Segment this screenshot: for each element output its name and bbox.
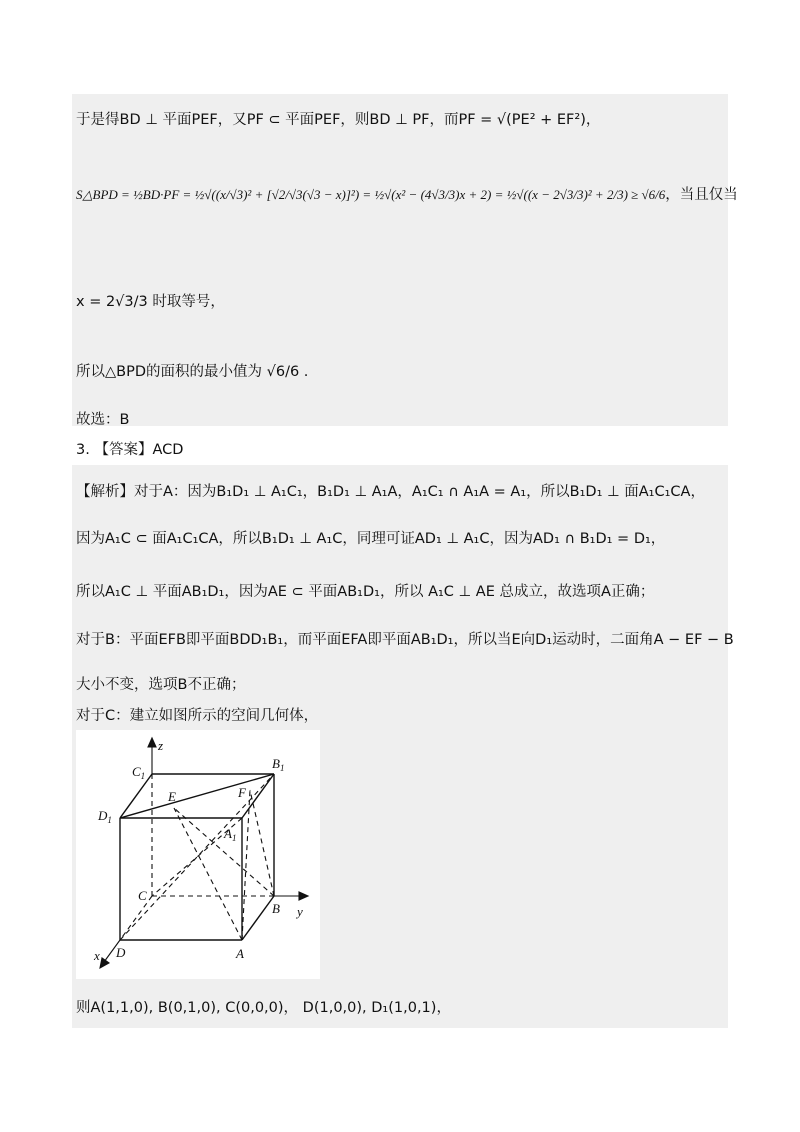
vertex-b: B — [272, 901, 280, 916]
vertex-b1: $B_1$ — [272, 756, 285, 773]
line-5: 故选：B — [76, 412, 130, 428]
point-e: E — [168, 789, 176, 804]
line-3: x = 2√3/3 时取等号， — [76, 294, 225, 310]
line-11: 对于C：建立如图所示的空间几何体， — [76, 708, 319, 724]
cube-figure — [76, 730, 320, 979]
axis-x-label: x — [94, 948, 100, 963]
line-6: 【解析】对于A：因为B₁D₁ ⊥ A₁C₁，B₁D₁ ⊥ A₁A，A₁C₁ ∩ A₁A = A₁，所以B₁D₁ ⊥ 面A₁C₁CA， — [76, 484, 705, 500]
line-12: 则A(1,1,0), B(0,1,0), C(0,0,0)， D(1,0,0), D₁(1,0,1)， — [76, 1000, 451, 1016]
line-2-expression: ½BD·PF = ½√((x/√3)² + [√2/√3(√3 − x)]²) = ½√(x² − (4√3/3)x + 2) = ½√((x − 2√3/3)² + 2/3) ≥ √6/6 — [133, 187, 666, 202]
vertex-a: A — [236, 946, 244, 961]
axis-z-label: z — [158, 738, 164, 753]
point-f: F — [238, 785, 246, 800]
cube-diagram — [76, 730, 320, 979]
line-1: 于是得BD ⊥ 平面PEF，又PF ⊂ 平面PEF，则BD ⊥ PF，而PF = √(PE² + EF²)， — [76, 112, 601, 128]
axis-y-label: y — [297, 904, 303, 919]
vertex-d: D — [116, 945, 126, 960]
line-10: 大小不变，选项B不正确； — [76, 677, 246, 693]
line-8: 所以A₁C ⊥ 平面AB₁D₁，因为AE ⊂ 平面AB₁D₁，所以 A₁C ⊥ AE 总成立，故选项A正确； — [76, 584, 655, 600]
line-2 — [76, 183, 738, 204]
vertex-c: C — [138, 888, 147, 903]
line-9: 对于B：平面EFB即平面BDD₁B₁，而平面EFA即平面AB₁D₁，所以当E向D₁运动时，二面角A − EF − B — [76, 632, 734, 648]
line-4: 所以△BPD的面积的最小值为 √6/6 . — [76, 364, 309, 380]
vertex-d1: $D_1$ — [98, 808, 112, 825]
answer-heading: 3. 【答案】ACD — [76, 442, 184, 458]
line-2-tail: ，当且仅当 — [665, 187, 738, 203]
vertex-c1: $C_1$ — [132, 764, 146, 781]
vertex-a1: $A_1$ — [224, 826, 237, 843]
line-7: 因为A₁C ⊂ 面A₁C₁CA，所以B₁D₁ ⊥ A₁C，同理可证AD₁ ⊥ A₁C，因为AD₁ ∩ B₁D₁ = D₁， — [76, 531, 666, 547]
line-2-lhs: S△BPD = — [76, 187, 134, 202]
